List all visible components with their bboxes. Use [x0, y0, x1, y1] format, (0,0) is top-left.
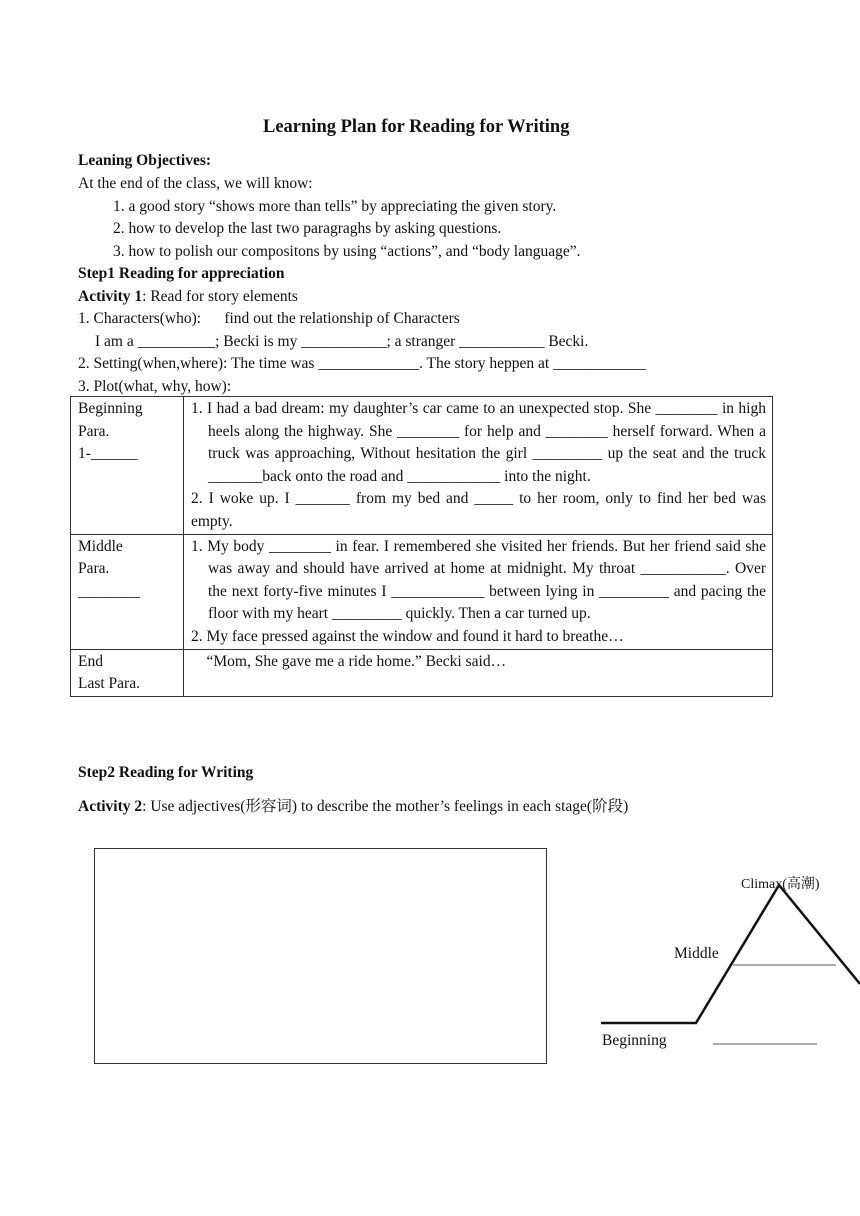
objectives-intro: At the end of the class, we will know:: [78, 175, 313, 192]
step1-heading: Step1 Reading for appreciation: [78, 265, 285, 282]
plot-item: 2. I woke up. I _______ from my bed and _____ to her room, only to find her bed was empty.: [191, 490, 766, 530]
row-label-middle: Middle Para. ________: [71, 534, 184, 649]
activity2-label: Activity 2: [78, 798, 143, 815]
step2-heading: Step2 Reading for Writing: [78, 764, 254, 781]
page-title: Learning Plan for Reading for Writing: [263, 117, 570, 137]
setting-line: 2. Setting(when,where): The time was _____________. The story heppen at ____________: [78, 355, 647, 372]
row-label-end: End Last Para.: [71, 649, 184, 696]
activity2-text: : Use adjectives(形容词) to describe the mother’s feelings in each stage(阶段): [142, 798, 629, 815]
characters-line: 1. Characters(who): find out the relationship of Characters: [78, 310, 460, 327]
objective-item-2: 2. how to develop the last two paragraghs by asking questions.: [113, 220, 502, 237]
objective-item-1: 1. a good story “shows more than tells” by appreciating the given story.: [113, 198, 557, 215]
plot-item: “Mom, She gave me a ride home.” Becki said…: [191, 652, 507, 670]
beginning-label: Beginning: [602, 1032, 667, 1049]
middle-label: Middle: [674, 945, 719, 962]
plot-mountain-line: [601, 885, 860, 1023]
row-label-beginning: Beginning Para. 1-______: [71, 397, 184, 535]
activity1-text: : Read for story elements: [142, 288, 298, 305]
plot-item: 1. I had a bad dream: my daughter’s car came to an unexpected stop. She ________ in high heels along the highway. She ________ for help and ________ herself forward. When a truck was approaching, Without hesitation the girl _________ up the seat and the truck _______back onto the road and ____________ into the night.: [191, 400, 766, 485]
characters-fill: I am a __________; Becki is my ___________; a stranger ___________ Becki.: [95, 333, 589, 350]
climax-label: Climax(高潮): [741, 877, 820, 892]
objective-item-3: 3. how to polish our compositons by using “actions”, and “body language”.: [113, 243, 581, 260]
plot-line: 3. Plot(what, why, how):: [78, 378, 232, 395]
plot-item: 1. My body ________ in fear. I remembered she visited her friends. But her friend said she was away and should have arrived at home at midnight. My throat ___________. Over the next forty-five minutes I ____________ between lying in _________ and pacing the floor with my heart _________ quickly. Then a car turned up.: [191, 537, 766, 623]
activity1-label: Activity 1: [78, 288, 143, 305]
plot-item: 2. My face pressed against the window and found it hard to breathe…: [191, 627, 624, 645]
objectives-heading: Leaning Objectives:: [78, 152, 212, 169]
